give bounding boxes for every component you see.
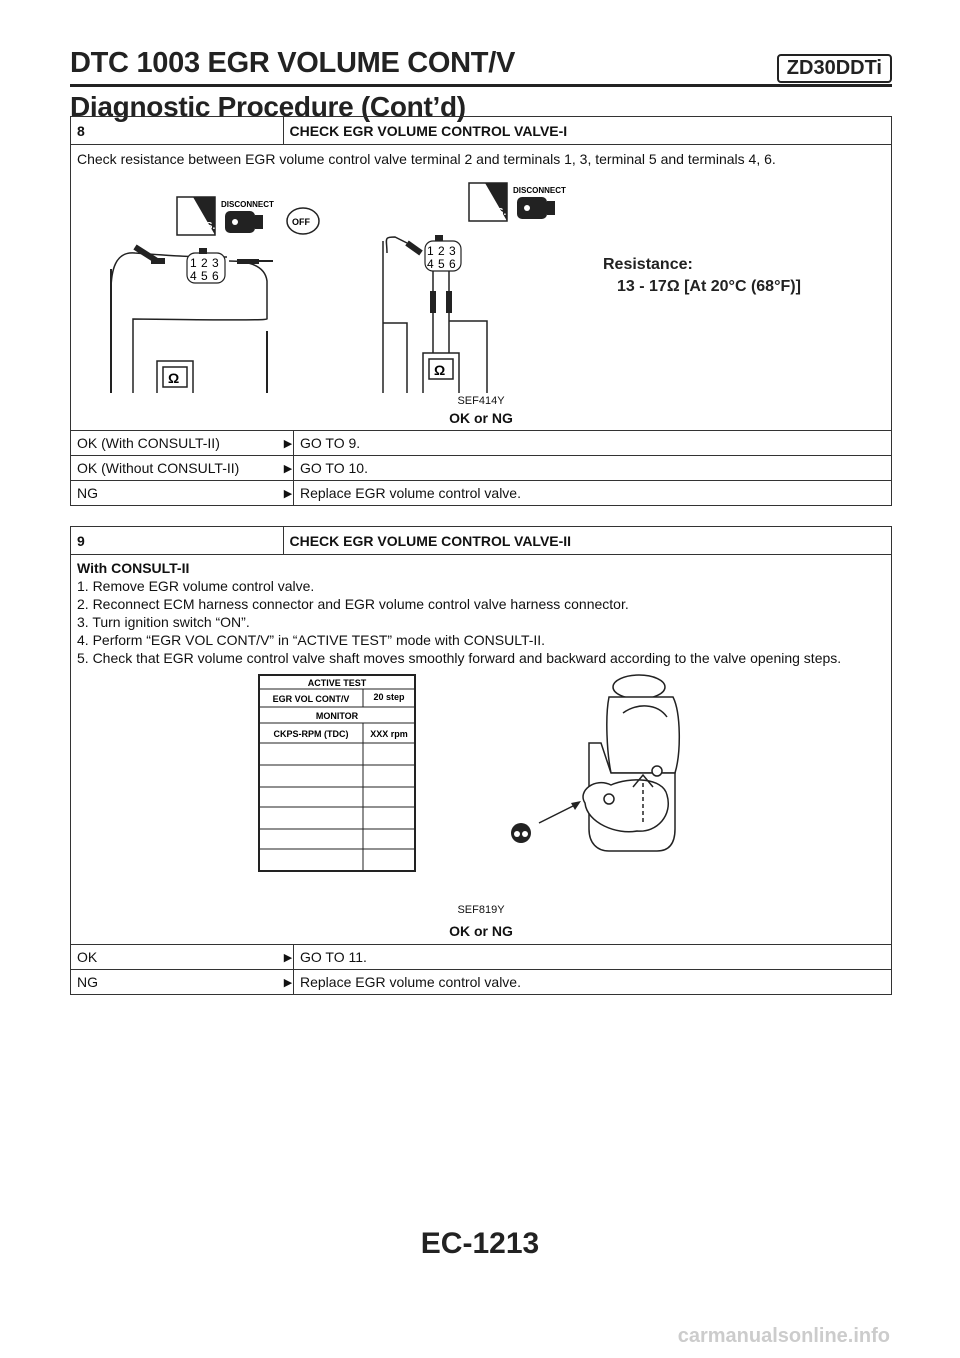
view-eyes-icon: [511, 823, 531, 843]
active-test-figure: [77, 673, 885, 899]
left-terminal-6: 6: [212, 269, 219, 283]
step-9-table: [70, 526, 892, 995]
step-9-figure-caption: SEF819Y: [457, 904, 505, 916]
step-9-result-row: [71, 970, 892, 995]
right-disconnect-label: DISCONNECT: [513, 186, 566, 195]
step-9-instruction: 3. Turn ignition switch “ON”.: [77, 614, 250, 630]
result-action: Replace EGR volume control valve.: [294, 970, 892, 995]
left-connector: [187, 248, 225, 283]
result-arrow-icon: ▶: [283, 481, 294, 506]
right-disconnect-icon: [517, 197, 555, 219]
right-terminal-1: 1: [427, 244, 434, 258]
step-9-instruction: 5. Check that EGR volume control valve shaft moves smoothly forward and backward according to the valve opening steps.: [77, 650, 842, 666]
step-9-number: 9: [71, 527, 284, 555]
step-9-instruction: 1. Remove EGR volume control valve.: [77, 578, 315, 594]
screen-row2-label: CKPS-RPM (TDC): [273, 729, 349, 739]
left-ts-icon: [177, 197, 215, 235]
step-9-subheading: With CONSULT-II: [77, 560, 190, 576]
engine-badge: ZD30DDTi: [777, 54, 892, 83]
screen-row1-label: EGR VOL CONT/V: [272, 694, 350, 704]
ignition-off-icon: [287, 208, 319, 234]
egr-valve-illustration: [583, 675, 679, 851]
right-terminal-5: 5: [438, 257, 445, 271]
step-8-ok-ng: OK or NG: [449, 410, 513, 426]
resistance-diagram: [77, 171, 885, 393]
page-header: [70, 46, 892, 123]
step-8-number: 8: [71, 117, 284, 145]
right-ts-icon: [469, 183, 507, 221]
left-ohmmeter: [157, 361, 193, 393]
step-9-body: [71, 555, 892, 945]
right-terminal-6: 6: [449, 257, 456, 271]
right-terminal-3: 3: [449, 244, 456, 258]
right-ts-label: T.S.: [489, 207, 507, 218]
left-terminal-2: 2: [201, 256, 208, 270]
left-ohm-icon: Ω: [168, 370, 180, 386]
step-9-instruction: 4. Perform “EGR VOL CONT/V” in “ACTIVE TEST” mode with CONSULT-II.: [77, 632, 546, 648]
right-terminal-2: 2: [438, 244, 445, 258]
screen-header: ACTIVE TEST: [307, 678, 367, 688]
step-8-result-row: [71, 456, 892, 481]
resistance-value: 13 - 17Ω [At 20°C (68°F)]: [617, 278, 801, 295]
screen-row2-value: XXX rpm: [370, 729, 408, 739]
header-rule: [70, 84, 892, 87]
right-ohmmeter: [423, 353, 459, 393]
result-arrow-icon: ▶: [283, 970, 294, 995]
step-9-result-row: [71, 945, 892, 970]
left-terminal-3: 3: [212, 256, 219, 270]
step-8-result-row: [71, 481, 892, 506]
result-arrow-icon: ▶: [283, 456, 294, 481]
result-action: GO TO 11.: [294, 945, 892, 970]
step-8-instruction: Check resistance between EGR volume control valve terminal 2 and terminals 1, 3, terminal 5 and terminals 4, 6.: [77, 151, 776, 167]
left-terminal-5: 5: [201, 269, 208, 283]
step-8-title: CHECK EGR VOLUME CONTROL VALVE-I: [283, 117, 892, 145]
result-condition: NG: [71, 970, 284, 995]
step-9-title: CHECK EGR VOLUME CONTROL VALVE-II: [283, 527, 892, 555]
watermark: carmanualsonline.info: [677, 1325, 890, 1347]
step-8-figure: [77, 171, 885, 393]
view-arrow: [539, 805, 575, 823]
result-arrow-icon: ▶: [283, 945, 294, 970]
result-action: Replace EGR volume control valve.: [294, 481, 892, 506]
right-connector: [425, 235, 461, 271]
step-9-figure: [77, 673, 885, 899]
left-terminal-4: 4: [190, 269, 197, 283]
left-ts-label: T.S.: [198, 221, 216, 232]
page-title: DTC 1003 EGR VOLUME CONT/V: [70, 47, 515, 79]
left-terminal-1: 1: [190, 256, 197, 270]
right-ohm-icon: Ω: [434, 362, 446, 378]
result-action: GO TO 10.: [294, 456, 892, 481]
left-disconnect-icon: [225, 211, 263, 233]
left-disconnect-label: DISCONNECT: [221, 200, 274, 209]
page-subtitle: Diagnostic Procedure (Cont’d): [70, 91, 466, 122]
resistance-label: Resistance:: [603, 256, 693, 273]
step-9-instruction: 2. Reconnect ECM harness connector and EGR volume control valve harness connector.: [77, 596, 629, 612]
step-9-ok-ng: OK or NG: [449, 923, 513, 939]
result-condition: OK (With CONSULT-II): [71, 431, 284, 456]
screen-row1-value: 20 step: [373, 692, 405, 702]
result-condition: NG: [71, 481, 284, 506]
consult-screen: [259, 675, 415, 871]
result-condition: OK (Without CONSULT-II): [71, 456, 284, 481]
step-8-body: [71, 145, 892, 431]
step-8-table: [70, 116, 892, 506]
result-arrow-icon: ▶: [283, 431, 294, 456]
step-8-result-row: [71, 431, 892, 456]
page-number: EC-1213: [420, 1227, 540, 1260]
screen-monitor: MONITOR: [315, 711, 359, 721]
right-terminal-4: 4: [427, 257, 434, 271]
result-action: GO TO 9.: [294, 431, 892, 456]
off-label: OFF: [292, 217, 310, 227]
result-condition: OK: [71, 945, 284, 970]
step-8-figure-caption: SEF414Y: [457, 395, 505, 407]
